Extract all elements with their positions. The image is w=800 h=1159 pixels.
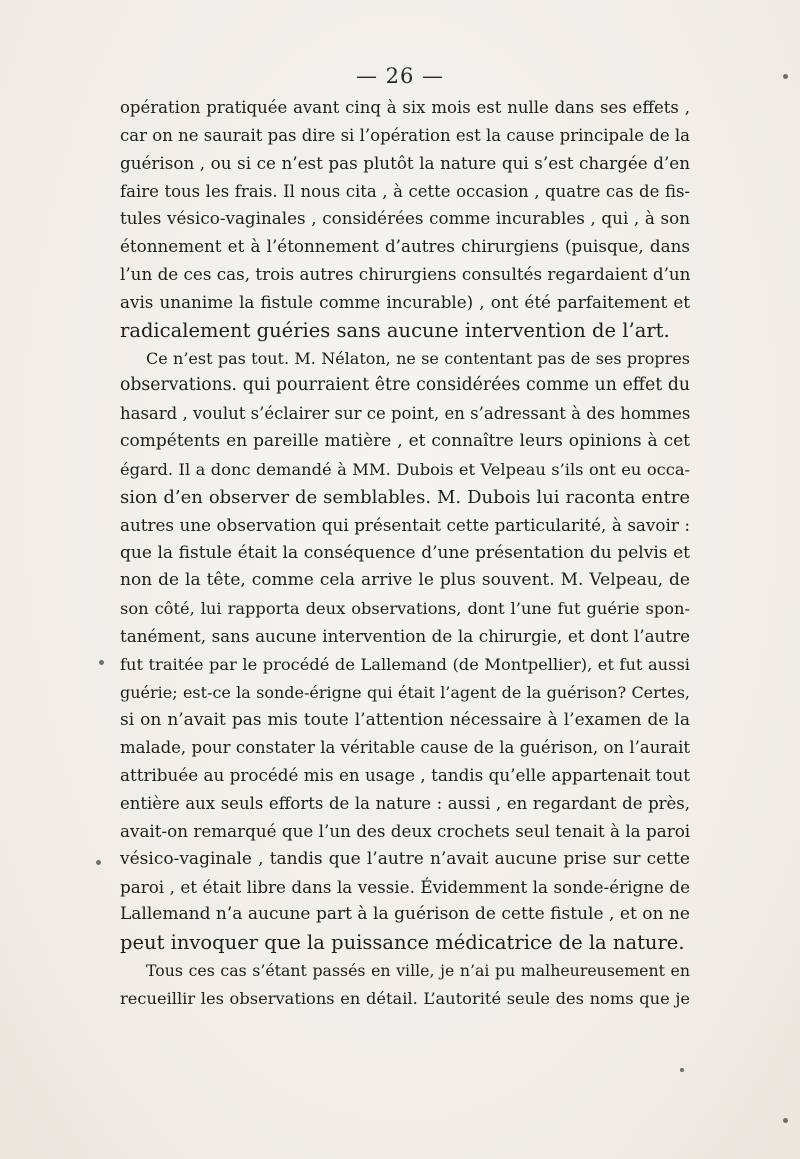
text-line: radicalement guéries sans aucune intervention de l’art. bbox=[120, 318, 670, 342]
text-line: peut invoquer que la puissance médicatrice de la nature. bbox=[120, 931, 685, 955]
text-line: Lallemand n’a aucune part à la guérison de cette fistule , et on ne bbox=[120, 904, 690, 925]
text-line: faire tous les frais. Il nous cita , à cette occasion , quatre cas de fis- bbox=[120, 181, 690, 201]
text-line: compétents en pareille matière , et connaître leurs opinions à cet bbox=[120, 431, 690, 452]
text-line: observations. qui pourraient être considérées comme un effet du bbox=[120, 375, 690, 396]
text-line: l’un de ces cas, trois autres chirurgiens consultés regardaient d’un bbox=[120, 264, 690, 285]
text-line: paroi , et était libre dans la vessie. Évidemment la sonde-érigne de bbox=[120, 876, 690, 897]
text-line: son côté, lui rapporta deux observations, dont l’une fut guérie spon- bbox=[120, 599, 690, 619]
text-line: Ce n’est pas tout. M. Nélaton, ne se contentant pas de ses propres bbox=[146, 348, 690, 368]
text-line: tules vésico-vaginales , considérées comme incurables , qui , à son bbox=[120, 208, 690, 229]
text-line: non de la tête, comme cela arrive le plus souvent. M. Velpeau, de bbox=[120, 570, 690, 591]
page-number: — 26 — bbox=[355, 64, 445, 88]
text-line: égard. Il a donc demandé à MM. Dubois et Velpeau s’ils ont eu occa- bbox=[120, 459, 690, 479]
text-line: guérison , ou si ce n’est pas plutôt la nature qui s’est chargée d’en bbox=[120, 152, 690, 173]
text-line: opération pratiquée avant cinq à six mois est nulle dans ses effets , bbox=[120, 98, 690, 117]
text-line: avis unanime la fistule comme incurable) , ont été parfaitement et bbox=[120, 291, 690, 312]
text-line: sion d’en observer de semblables. M. Dubois lui raconta entre bbox=[120, 486, 690, 508]
ink-speck bbox=[783, 74, 788, 79]
text-line: hasard , voulut s’éclairer sur ce point, en s’adressant à des hommes bbox=[120, 404, 690, 424]
text-line: que la fistule était la conséquence d’une présentation du pelvis et bbox=[120, 542, 690, 563]
body-text bbox=[120, 94, 690, 1013]
ink-speck bbox=[680, 1068, 684, 1072]
text-line: étonnement et à l’étonnement d’autres chirurgiens (puisque, dans bbox=[120, 236, 690, 257]
text-line: autres une observation qui présentait cette particularité, à savoir : bbox=[120, 514, 690, 535]
text-line: car on ne saurait pas dire si l’opération est la cause principale de la bbox=[120, 125, 690, 145]
ink-speck bbox=[96, 860, 101, 865]
ink-speck bbox=[783, 1118, 788, 1123]
text-line: guérie; est-ce la sonde-érigne qui était l’agent de la guérison? Certes, bbox=[120, 682, 690, 702]
text-line: avait-on remarqué que l’un des deux crochets seul tenait à la paroi bbox=[120, 820, 690, 841]
text-line: Tous ces cas s’étant passés en ville, je n’ai pu malheureusement en bbox=[146, 961, 690, 981]
text-line: entière aux seuls efforts de la nature : aussi , en regardant de près, bbox=[120, 794, 690, 814]
text-line: recueillir les observations en détail. L’autorité seule des noms que je bbox=[120, 989, 690, 1008]
ink-speck bbox=[99, 660, 104, 665]
text-line: vésico-vaginale , tandis que l’autre n’avait aucune prise sur cette bbox=[120, 848, 690, 869]
text-line: si on n’avait pas mis toute l’attention nécessaire à l’examen de la bbox=[120, 709, 690, 730]
text-line: fut traitée par le procédé de Lallemand (de Montpellier), et fut aussi bbox=[120, 654, 690, 674]
text-line: malade, pour constater la véritable cause de la guérison, on l’aurait bbox=[120, 738, 690, 758]
text-line: tanément, sans aucune intervention de la chirurgie, et dont l’autre bbox=[120, 626, 690, 647]
text-line: attribuée au procédé mis en usage , tandis qu’elle appartenait tout bbox=[120, 765, 690, 786]
